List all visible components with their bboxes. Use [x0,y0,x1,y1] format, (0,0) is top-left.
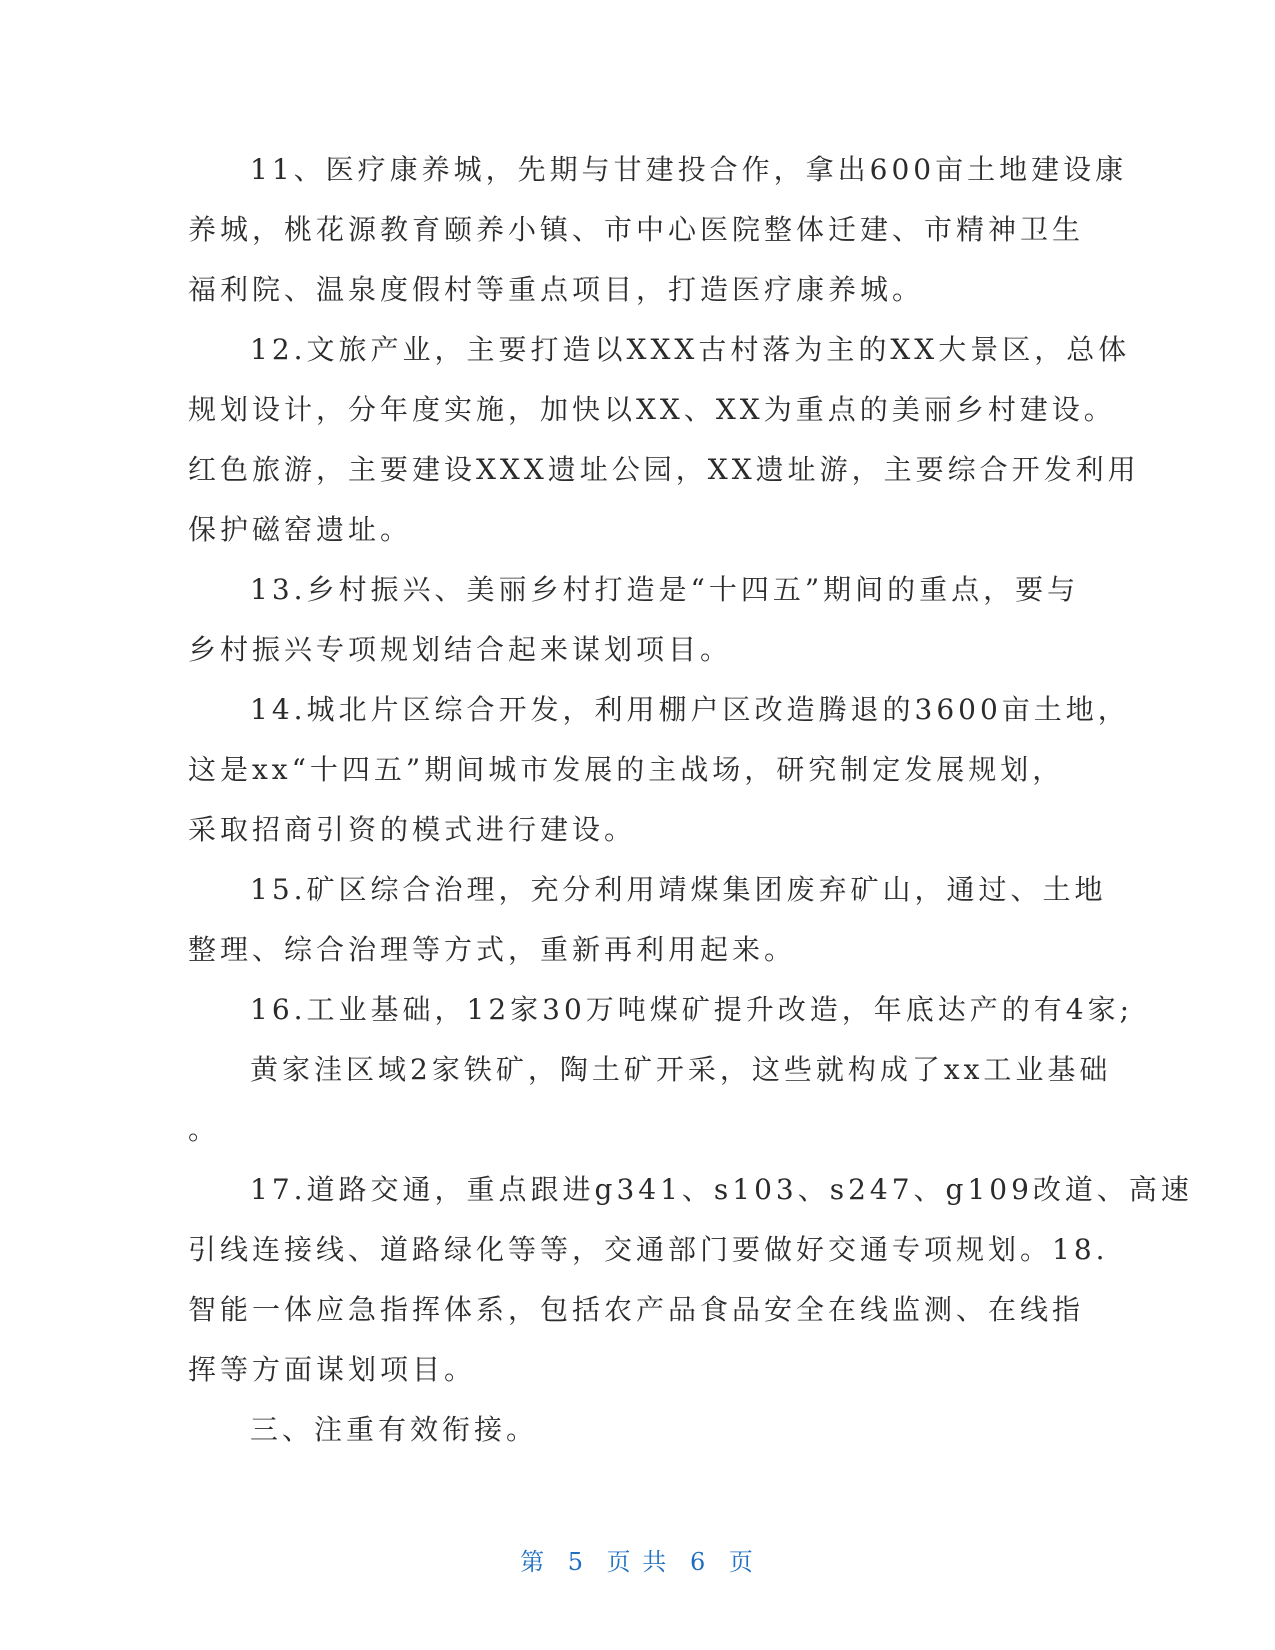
paragraph-line: 15.矿区综合治理，充分利用靖煤集团废弃矿山，通过、土地 [250,873,1107,906]
paragraph-12 [188,320,1140,560]
paragraph-line: 黄家洼区域2家铁矿，陶土矿开采，这些就构成了xx工业基础 [250,1053,1112,1086]
paragraph-line: 13.乡村振兴、美丽乡村打造是“十四五”期间的重点，要与 [250,573,1080,606]
current-page-number: 5 [567,1548,586,1576]
paragraph-16 [188,980,1134,1160]
paragraph-14 [188,680,1130,860]
paragraph-line: 16.工业基础，12家30万吨煤矿提升改造，年底达产的有4家; [250,993,1134,1026]
paragraph-13 [188,560,1088,680]
paragraph-line: 养城，桃花源教育颐养小镇、市中心医院整体迁建、市精神卫生 [188,213,1085,246]
paragraph-line: 采取招商引资的模式进行建设。 [188,813,637,846]
footer-suffix: 页 [728,1548,755,1576]
paragraph-11 [188,140,1128,320]
paragraph-15 [188,860,1107,980]
total-pages-number: 6 [689,1548,708,1576]
paragraph-line: 三、注重有效衔接。 [250,1413,539,1446]
paragraph-17 [188,1160,1193,1400]
footer-prefix: 第 [520,1548,547,1576]
paragraph-line: 乡村振兴专项规划结合起来谋划项目。 [188,633,733,666]
footer-middle: 页 共 [606,1548,669,1576]
paragraph-line: 17.道路交通，重点跟进g341、s103、s247、g109改道、高速 [250,1173,1193,1206]
page-footer [0,1542,1275,1577]
paragraph-line: 12.文旅产业，主要打造以XXX古村落为主的XX大景区，总体 [250,333,1131,366]
paragraph-line: 规划设计，分年度实施，加快以XX、XX为重点的美丽乡村建设。 [188,393,1116,426]
paragraph-line: 挥等方面谋划项目。 [188,1353,477,1386]
paragraph-line: 智能一体应急指挥体系，包括农产品食品安全在线监测、在线指 [188,1293,1085,1326]
paragraph-line: 。 [188,1113,221,1146]
paragraph-line: 整理、综合治理等方式，重新再利用起来。 [188,933,797,966]
paragraph-line: 保护磁窑遗址。 [188,513,413,546]
paragraph-line: 福利院、温泉度假村等重点项目，打造医疗康养城。 [188,273,925,306]
paragraph-line: 引线连接线、道路绿化等等，交通部门要做好交通专项规划。18. [188,1233,1109,1266]
section-heading [188,1400,1088,1460]
paragraph-line: 红色旅游，主要建设XXX遗址公园，XX遗址游，主要综合开发利用 [188,453,1140,486]
document-body [188,140,1193,1460]
paragraph-line: 11、医疗康养城，先期与甘建投合作，拿出600亩土地建设康 [250,153,1128,186]
paragraph-line: 这是xx“十四五”期间城市发展的主战场，研究制定发展规划， [188,753,1065,786]
paragraph-line: 14.城北片区综合开发，利用棚户区改造腾退的3600亩土地， [250,693,1130,726]
